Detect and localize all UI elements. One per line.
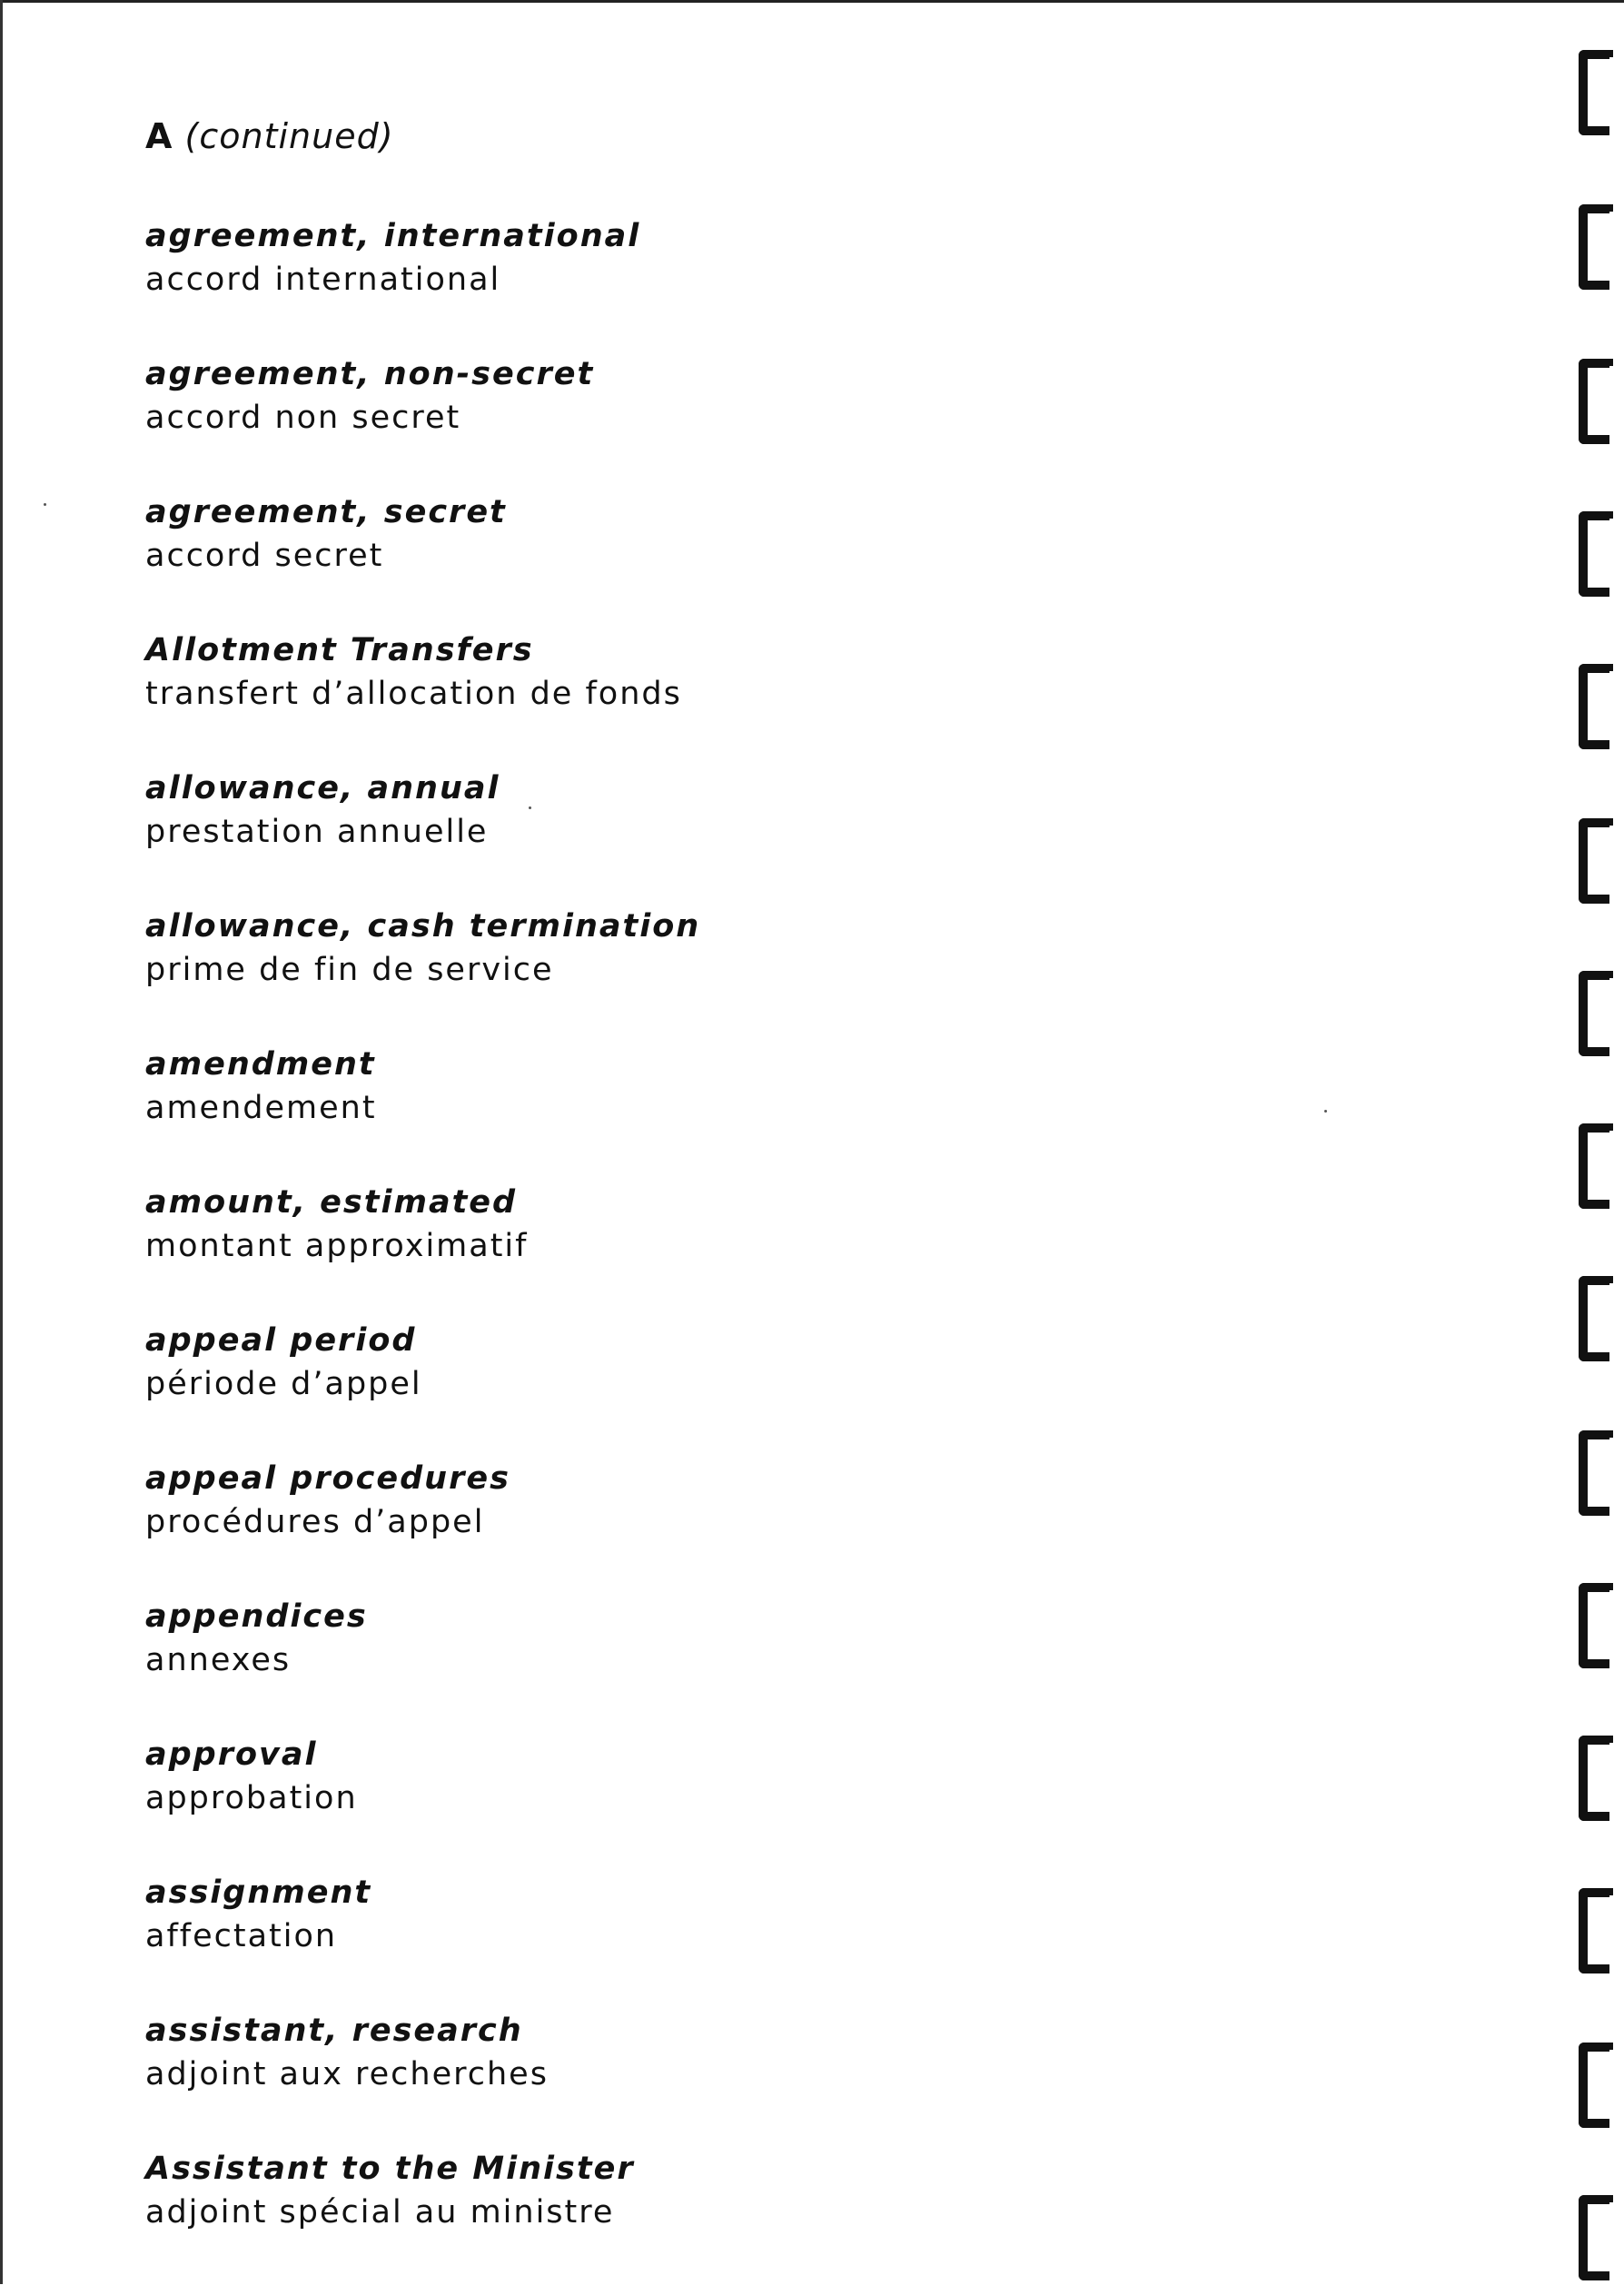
glossary-entry	[145, 1595, 1417, 1733]
french-translation: montant approximatif	[145, 1228, 529, 1264]
binding-ring	[1579, 1123, 1609, 1209]
french-translation: prime de fin de service	[145, 952, 554, 988]
scan-speck	[529, 806, 531, 809]
english-term: Assistant to the Minister	[145, 2151, 635, 2187]
glossary-entry	[145, 1319, 1417, 1457]
binding-ring	[1579, 511, 1609, 597]
french-translation: adjoint spécial au ministre	[145, 2194, 615, 2231]
binding-ring	[1579, 2043, 1609, 2128]
glossary-entry	[145, 1043, 1417, 1181]
binding-ring	[1579, 359, 1609, 444]
french-translation: accord international	[145, 262, 501, 298]
french-translation: procédures d’appel	[145, 1504, 485, 1540]
section-letter: A	[145, 116, 173, 156]
glossary-entries	[145, 214, 1417, 2285]
english-term: appeal procedures	[145, 1460, 510, 1497]
glossary-entry	[145, 767, 1417, 905]
binding-ring	[1579, 1430, 1609, 1516]
glossary-entry	[145, 214, 1417, 352]
english-term: allowance, cash termination	[145, 908, 701, 945]
binding-ring	[1579, 971, 1609, 1056]
scan-speck	[1324, 1110, 1327, 1113]
english-term: appendices	[145, 1598, 368, 1635]
english-term: assignment	[145, 1874, 372, 1911]
english-term: Allotment Transfers	[145, 632, 534, 668]
page-top-edge	[0, 0, 1624, 3]
french-translation: approbation	[145, 1780, 358, 1816]
binding-ring	[1579, 1888, 1609, 1973]
binding-ring	[1579, 1736, 1609, 1821]
french-translation: prestation annuelle	[145, 814, 489, 850]
english-term: agreement, international	[145, 218, 641, 254]
glossary-entry	[145, 1871, 1417, 2009]
glossary-entry	[145, 905, 1417, 1043]
page-left-edge	[0, 0, 3, 2284]
english-term: agreement, non-secret	[145, 356, 595, 392]
glossary-entry	[145, 490, 1417, 628]
glossary-entry	[145, 1181, 1417, 1319]
french-translation: amendement	[145, 1090, 377, 1126]
spiral-binding	[1579, 50, 1624, 2284]
glossary-entry	[145, 2009, 1417, 2147]
continued-note: (continued)	[184, 116, 394, 156]
english-term: assistant, research	[145, 2013, 523, 2049]
french-translation: accord non secret	[145, 400, 461, 436]
binding-ring	[1579, 1583, 1609, 1668]
binding-ring	[1579, 664, 1609, 749]
binding-ring	[1579, 2195, 1609, 2280]
glossary-entry	[145, 628, 1417, 767]
english-term: agreement, secret	[145, 494, 507, 530]
english-term: approval	[145, 1736, 318, 1773]
english-term: allowance, annual	[145, 770, 500, 806]
section-heading	[145, 116, 394, 156]
english-term: amount, estimated	[145, 1184, 518, 1221]
english-term: amendment	[145, 1046, 376, 1083]
glossary-entry	[145, 1457, 1417, 1595]
french-translation: affectation	[145, 1918, 338, 1954]
glossary-entry	[145, 1733, 1417, 1871]
glossary-entry	[145, 352, 1417, 490]
scan-speck	[44, 503, 46, 506]
glossary-entry	[145, 2147, 1417, 2285]
french-translation: transfert d’allocation de fonds	[145, 676, 682, 712]
english-term: appeal period	[145, 1322, 417, 1359]
french-translation: annexes	[145, 1642, 292, 1678]
french-translation: accord secret	[145, 538, 384, 574]
french-translation: adjoint aux recherches	[145, 2056, 549, 2092]
binding-ring	[1579, 204, 1609, 290]
binding-ring	[1579, 1276, 1609, 1361]
french-translation: période d’appel	[145, 1366, 422, 1402]
binding-ring	[1579, 50, 1609, 135]
binding-ring	[1579, 818, 1609, 904]
